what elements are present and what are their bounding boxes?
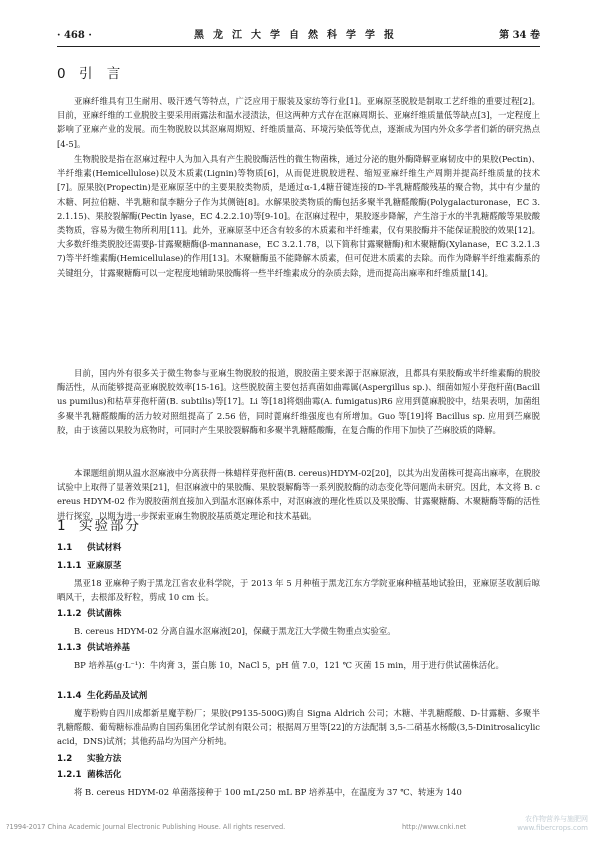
activation-paragraph: 将 B. cereus HDYM-02 单菌落接种于 100 mL/250 mL BP 培养基中，在温度为 37 ℃、转速为 140: [74, 787, 462, 797]
section1-heading-number: 1: [57, 518, 66, 534]
subsection-1-2-1: [57, 769, 121, 781]
section1-heading-title: 实验部分: [79, 518, 141, 534]
subsection-number: 1.1.1: [57, 561, 82, 571]
intro-paragraph-1: 亚麻纤维具有卫生耐用、吸汗透气等特点，广泛应用于服装及家纺等行业[1]。亚麻原茎脱胶是制取工艺纤维的重要过程[2]。目前，亚麻纤维的工业脱胶主要采用雨露法和温水浸渍法，但这两种方式存在沤麻周期长、亚麻纤维质量低等缺点[3]，一定程度上影响了亚麻产业的发展。而生物脱胶以其沤麻周期短、纤维质量高、环境污染低等优点，逐渐成为国内外众多学者们新的研究热点[4-5]。: [57, 96, 540, 149]
watermark-line-1: 农作物营养与施肥网: [525, 815, 588, 823]
subsection-title: 供试材料: [87, 543, 122, 553]
intro-paragraph-3: 目前，国内外有很多关于微生物参与亚麻生物脱胶的报道，脱胶菌主要来源于沤麻原液，且都具有果胶酶或半纤维素酶的脱胶酶活性，从而能够提高亚麻脱胶效率[15-16]。这些脱胶菌主要包括真菌如曲霉属(Aspergillus sp.)、细菌如短小芽孢杆菌(Bacillus pumilus)和枯草芽孢杆菌(B. subtilis)等[17]。Li 等[18]将烟曲霉(A. fumigatus)R6 应用到蓖麻脱胶中，结果表明，加菌组多聚半乳糖醛酸酶的活力较对照组提高了 2.56 倍，同时蓖麻纤维强度也有所增加。Guo 等[19]将 Bacillus sp. 应用到苎麻脱胶，由于该菌以果胶为底物时，可同时产生果胶裂解酶和多聚半乳糖醛酸酶，在复合酶的作用下加快了苎麻胶质的降解。: [57, 368, 540, 435]
intro-heading: [57, 66, 125, 82]
subsection-number: 1.2: [57, 754, 73, 764]
subsection-title: 实验方法: [87, 754, 122, 764]
subsection-1-1: [57, 542, 121, 554]
journal-title: 黑龙江大学自然科学学报: [194, 30, 403, 41]
intro-heading-number: 0: [57, 66, 66, 82]
watermark-line-2: www.fibercrops.com: [517, 824, 588, 832]
subsection-1-1-4: [57, 690, 147, 702]
section1-heading: [57, 518, 141, 534]
flax-stem-paragraph: 黑亚18 亚麻种子购于黑龙江省农业科学院，于 2013 年 5 月种植于黑龙江东方学院亚麻种植基地试验田，亚麻原茎收割后晾晒风干，去根部及籽粒，剪成 10 cm 长。: [57, 578, 540, 603]
medium-paragraph: BP 培养基(g·L⁻¹)：牛肉膏 3，蛋白胨 10，NaCl 5，pH 值 7.0，121 ℃ 灭菌 15 min，用于进行供试菌株活化。: [74, 660, 504, 670]
subsection-title: 生化药品及试剂: [87, 691, 148, 701]
subsection-1-1-1: [57, 560, 121, 572]
subsection-title: 供试菌株: [87, 609, 122, 619]
subsection-number: 1.1.3: [57, 643, 82, 653]
subsection-title: 供试培养基: [87, 643, 130, 653]
subsection-title: 亚麻原茎: [87, 561, 122, 571]
subsection-1-2: [57, 753, 121, 765]
subsection-number: 1.1: [57, 543, 73, 553]
intro-paragraph-2: 生物脱胶是指在沤麻过程中人为加入具有产生脱胶酶活性的微生物菌株，通过分泌的胞外酶降解亚麻韧皮中的果胶(Pectin)、半纤维素(Hemicellulose)以及木质素(Lignin)等物质[6]，从而促进脱胶进程、缩短亚麻纤维生产周期并提高纤维质量的技术[7]。原果胶(Propectin)是亚麻原茎中的主要果胶类物质，是通过α-1,4糖苷键连接的D-半乳糖醛酸残基的聚合物，其中有少量的木糖、阿拉伯糖、半乳糖和鼠李糖分子作为其侧链[8]。水解果胶类物质的酶包括多聚半乳糖醛酸酶(Polygalacturonase，EC 3.2.1.15)、果胶裂解酶(Pectin lyase，EC 4.2.2.10)等[9-10]。在沤麻过程中，果胶逐步降解，产生溶于水的半乳糖醛酸等果胶酸类物质，容易为微生物所利用[11]。此外，亚麻原茎中还含有较多的木质素和半纤维素，仅有果胶酶并不能保证脱胶的效果[12]。大多数纤维类脱胶还需要β-甘露聚糖酶(β-mannanase，EC 3.2.1.78，以下简称甘露聚糖酶)和木聚糖酶(Xylanase，EC 3.2.1.37)等半纤维素酶(Hemicellulase)的作用[13]。木聚糖酶虽不能降解木质素，但可促进木质素的去除。而作为降解半纤维素酶系的关键组分，甘露聚糖酶可以一定程度地辅助果胶酶将一些半纤维素成分的杂质去除，进而提高出麻率和纤维质量[14]。: [57, 154, 540, 278]
page-number: · 468 ·: [57, 30, 92, 41]
subsection-1-1-3: [57, 642, 130, 654]
subsection-number: 1.1.2: [57, 609, 82, 619]
site-watermark: [468, 815, 588, 833]
subsection-1-1-2: [57, 608, 121, 620]
subsection-title: 菌株活化: [87, 770, 122, 780]
reagents-paragraph: 魔芋粉购自四川成都新星魔芋粉厂；果胶(P9135-500G)购自 Signa Aldrich 公司；木糖、半乳糖醛酸、D-甘露糖、多聚半乳糖醛酸、葡萄糖标准品购自国药集团化学试剂有限公司；根据周万里等[22]的方法配制 3,5-二硝基水杨酸(3,5-Dinitrosalicylic acid，DNS)试剂；其他药品均为国产分析纯。: [57, 708, 540, 747]
intro-paragraph-4: 本课题组前期从温水沤麻液中分离获得一株蜡样芽孢杆菌(B. cereus)HDYM-02[20]，以其为出发菌株可提高出麻率，在脱胶试验中上取得了显著效果[21]，但沤麻液中的果胶酶、果胶裂解酶等一系列脱胶酶的动态变化等问题尚未研究。因此，本文将 B. cereus HDYM-02 作为脱胶菌剂直接加入到温水沤麻体系中，对沤麻液的理化性质以及果胶酶、甘露聚糖酶、木聚糖酶等酶的活性进行探究，以期为进一步探索亚麻生物脱胶基质奠定理论和技术基础。: [57, 468, 540, 521]
volume-label: 第 34 卷: [499, 30, 540, 41]
subsection-number: 1.1.4: [57, 691, 82, 701]
copyright-text: ?1994-2017 China Academic Journal Electronic Publishing House. All rights reserved.: [6, 823, 286, 831]
header-rule: [57, 46, 540, 47]
strain-paragraph: B. cereus HDYM-02 分离自温水沤麻液[20]，保藏于黑龙江大学微生物重点实验室。: [74, 626, 396, 636]
cnki-url: http://www.cnki.net: [402, 823, 467, 831]
intro-heading-title: 引 言: [79, 66, 126, 82]
subsection-number: 1.2.1: [57, 770, 82, 780]
running-head: [57, 28, 540, 44]
